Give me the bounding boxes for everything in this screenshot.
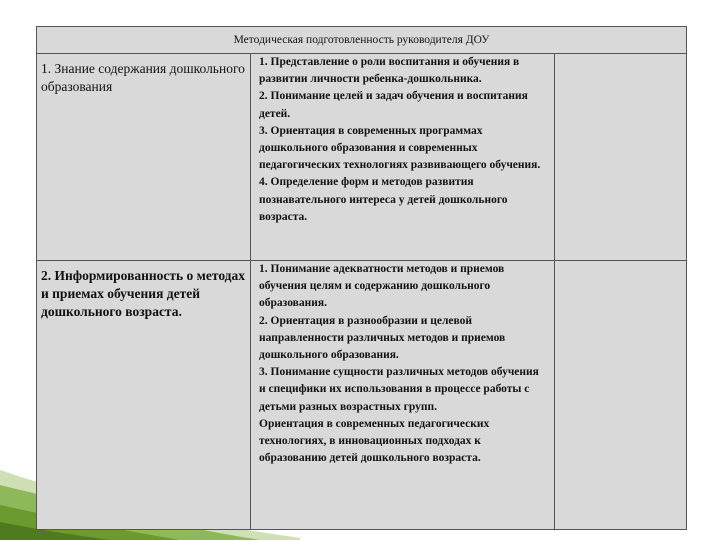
list-item: Ориентация в современных педагогических технологиях, в инновационных подходах к образованию детей дошкольного возраста. [259, 417, 490, 465]
row-title-cell [37, 261, 251, 530]
table-header: Методическая подготовленность руководителя ДОУ [37, 27, 687, 54]
row-title-cell [37, 54, 251, 261]
table-row [37, 54, 687, 261]
row-title: 1. Знание содержания дошкольного образования [41, 61, 245, 94]
list-item: 2. Ориентация в разнообразии и целевой направленности различных методов и приемов дошкольного образования. [259, 314, 506, 362]
row-items-cell [251, 261, 555, 530]
empty-cell [555, 261, 687, 530]
row-items-cell [251, 54, 555, 261]
list-item: 1. Представление о роли воспитания и обучения в развитии личности ребенка-дошкольника. [259, 56, 520, 86]
list-item: 3. Ориентация в современных программах дошкольного образования и современных педагогических технологиях развивающего обучения. [259, 124, 541, 172]
competency-table [36, 26, 687, 530]
row-title: 2. Информированность о методах и приемах обучения детей дошкольного возраста. [41, 268, 246, 319]
list-item: 1. Понимание адекватности методов и приемов обучения целям и содержанию дошкольного образования. [259, 263, 505, 310]
list-item: 3. Понимание сущности различных методов обучения и специфики их использования в процессе работы с детьми разных возрастных групп. [259, 366, 539, 413]
list-item: 4. Определение форм и методов развития познавательного интереса у детей дошкольного возраста. [259, 176, 508, 223]
empty-cell [555, 54, 687, 261]
table-row [37, 261, 687, 530]
list-item: 2. Понимание целей и задач обучения и воспитания детей. [259, 90, 528, 120]
